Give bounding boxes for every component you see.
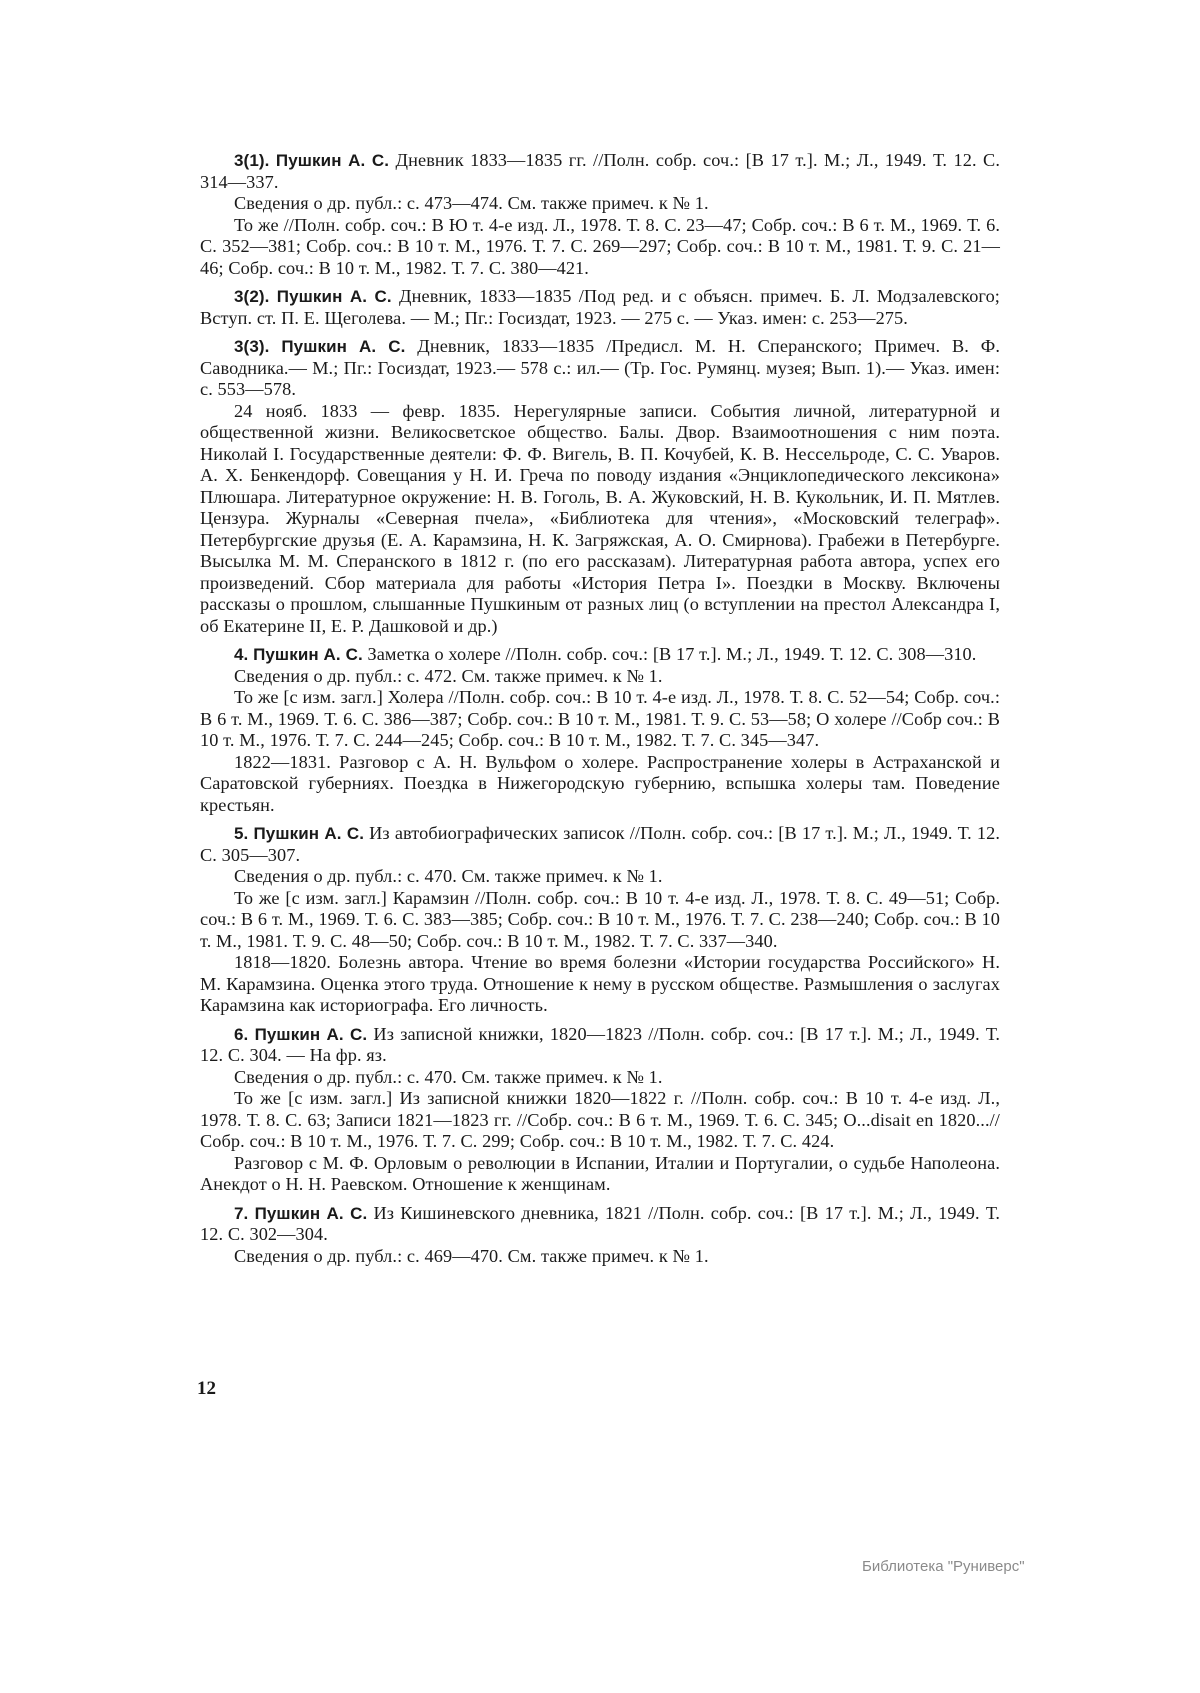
entry-paragraph: То же //Полн. собр. соч.: В Ю т. 4-е изд. Л., 1978. Т. 8. С. 23—47; Собр. соч.: В 6 т. М., 1969. Т. 6. С. 352—381; Собр. соч.: В 10 т. М., 1976. Т. 7. С. 269—297; Собр. соч.: В 10 т. М., 1981. Т. 9. С. 21—46; Собр. соч.: В 10 т. М., 1982. Т. 7. С. 380—421. <box>200 214 1000 278</box>
entry-number: 5. <box>234 824 249 843</box>
entry-annotation: 24 нояб. 1833 — февр. 1835. Нерегулярные записи. События личной, литературной и общественной жизни. Великосветское общество. Балы. Двор. Взаимоотношения с ним поэта. Николай I. Государственные деятели: Ф. Ф. Вигель, В. П. Кочубей, К. В. Нессельроде, С. С. Уваров. А. X. Бенкендорф. Совещания у Н. И. Греча по поводу издания «Энциклопедического лексикона» Плюшара. Литературное окружение: Н. В. Гоголь, В. А. Жуковский, Н. В. Кукольник, И. П. Мятлев. Цензура. Журналы «Северная пчела», «Библиотека для чтения», «Московский телеграф». Петербургские друзья (Е. А. Карамзина, Н. К. Загряжская, А. О. Смирнова). Грабежи в Петербурге. Высылка М. М. Сперанского в 1812 г. (по его рассказам). Литературная работа автора, успех его произведений. Сбор материала для работы «История Петра I». Поездки в Москву. Включены рассказы о прошлом, слышанные Пушкиным от разных лиц (о вступлении на престол Александра I, об Екатерине II, Е. Р. Дашковой и др.) <box>200 400 1000 636</box>
entry-author: Пушкин А. С. <box>254 1024 368 1044</box>
entry-paragraph: То же [с изм. загл.] Карамзин //Полн. собр. соч.: В 10 т. 4-е изд. Л., 1978. Т. 8. С. 49—51; Собр. соч.: В 6 т. М., 1969. Т. 6. С. 383—385; Собр. соч.: В 10 т. М., 1976. Т. 7. С. 238—240; Собр. соч.: В 10 т. М., 1981. Т. 9. С. 48—50; Собр. соч.: В 10 т. М., 1982. Т. 7. С. 337—340. <box>200 887 1000 951</box>
entry-number: 7. <box>234 1203 249 1223</box>
entry-author: Пушкин А. С. <box>281 337 406 356</box>
entry-3-1 <box>200 150 1000 279</box>
entry-annotation: Разговор с М. Ф. Орловым о революции в Испании, Италии и Португалии, о судьбе Наполеона. Анекдот о Н. Н. Раевском. Отношение к женщинам. <box>200 1152 1000 1194</box>
library-watermark: Библиотека "Руниверс" <box>862 1558 1025 1575</box>
entry-title: Дневник, 1833—1835 /Под ред. и с объясн. примеч. Б. Л. Модзалевского; Вступ. ст. П. Е. Щеголева. — М.; Пг.: Госиздат, 1923. — 275 с. — Указ. имен: с. 253—275. <box>200 286 1000 328</box>
entry-3-2 <box>200 286 1000 329</box>
entry-title: Из автобиографических записок //Полн. собр. соч.: [В 17 т.]. М.; Л., 1949. Т. 12. С. 305—307. <box>200 823 1001 865</box>
entry-paragraph: Сведения о др. публ.: с. 473—474. См. также примеч. к № 1. <box>234 193 709 213</box>
entry-paragraph: Сведения о др. публ.: с. 470. См. также примеч. к № 1. <box>234 866 663 886</box>
entry-paragraph: То же [с изм. загл.] Из записной книжки 1820—1822 г. //Полн. собр. соч.: В 10 т. 4-е изд. Л., 1978. Т. 8. С. 63; Записи 1821—1823 гг. //Собр. соч.: В 6 т. М., 1969. Т. 6. С. 345; O...disait en 1820...//Собр. соч.: В 10 т. М., 1976. Т. 7. С. 299; Собр. соч.: В 10 т. М., 1982. Т. 7. С. 424. <box>200 1088 1000 1151</box>
entry-annotation: 1818—1820. Болезнь автора. Чтение во время болезни «Истории государства Российского» Н. М. Карамзина. Оценка этого труда. Отношение к нему в русском обществе. Размышления о заслугах Карамзина как историографа. Его личность. <box>200 952 1000 1015</box>
entry-number: 6. <box>234 1024 249 1044</box>
entry-title: Заметка о холере //Полн. собр. соч.: [В 17 т.]. М.; Л., 1949. Т. 12. С. 308—310. <box>362 644 977 664</box>
entry-title: Из Кишиневского дневника, 1821 //Полн. собр. соч.: [В 17 т.]. М.; Л., 1949. Т. 12. С. 302—304. <box>200 1202 1000 1244</box>
entry-author: Пушкин А. С. <box>275 151 390 170</box>
entry-title: Дневник 1833—1835 гг. //Полн. собр. соч.: [В 17 т.]. М.; Л., 1949. Т. 12. С. 314—337. <box>200 150 1001 192</box>
entry-author: Пушкин А. С. <box>254 1203 368 1223</box>
page-body <box>200 150 1000 1274</box>
entry-paragraph: То же [с изм. загл.] Холера //Полн. собр. соч.: В 10 т. 4-е изд. Л., 1978. Т. 8. С. 52—54; Собр. соч.: В 6 т. М., 1969. Т. 6. С. 386—387; Собр. соч.: В 10 т. М., 1981. Т. 9. С. 53—58; О холере //Собр соч.: В 10 т. М., 1976. Т. 7. С. 244—245; Собр. соч.: В 10 т. М., 1982. Т. 7. С. 345—347. <box>200 687 1000 750</box>
page-number: 12 <box>197 1378 216 1399</box>
entry-annotation: 1822—1831. Разговор с А. Н. Вульфом о холере. Распространение холеры в Астраханской и Саратовской губерниях. Поездка в Нижегородскую губернию, вспышка холеры там. Поведение крестьян. <box>200 751 1000 815</box>
entry-number: 3(1). <box>234 151 270 170</box>
entry-number: 4. <box>234 645 249 664</box>
entry-title: Дневник, 1833—1835 /Предисл. М. Н. Сперанского; Примеч. В. Ф. Саводника.— М.; Пг.: Госиздат, 1923.— 578 с.: ил.— (Тр. Гос. Румянц. музея; Вып. 1).— Указ. имен: с. 553—578. <box>200 336 1001 399</box>
entry-author: Пушкин А. С. <box>253 824 365 843</box>
entry-author: Пушкин А. С. <box>276 287 392 306</box>
entry-title: Из записной книжки, 1820—1823 //Полн. собр. соч.: [В 17 т.]. М.; Л., 1949. Т. 12. С. 304. — На фр. яз. <box>200 1023 1001 1065</box>
entry-5 <box>200 823 1000 1017</box>
entry-6 <box>200 1024 1000 1196</box>
entry-number: 3(2). <box>234 287 270 306</box>
entry-3-3 <box>200 336 1000 637</box>
entry-7 <box>200 1203 1000 1268</box>
entry-number: 3(3). <box>234 337 270 356</box>
entry-4 <box>200 644 1000 816</box>
entry-author: Пушкин А. С. <box>253 645 363 664</box>
entry-paragraph: Сведения о др. публ.: с. 469—470. См. также примеч. к № 1. <box>234 1245 709 1266</box>
entry-paragraph: Сведения о др. публ.: с. 472. См. также примеч. к № 1. <box>234 665 663 686</box>
entry-paragraph: Сведения о др. публ.: с. 470. См. также примеч. к № 1. <box>234 1066 663 1087</box>
